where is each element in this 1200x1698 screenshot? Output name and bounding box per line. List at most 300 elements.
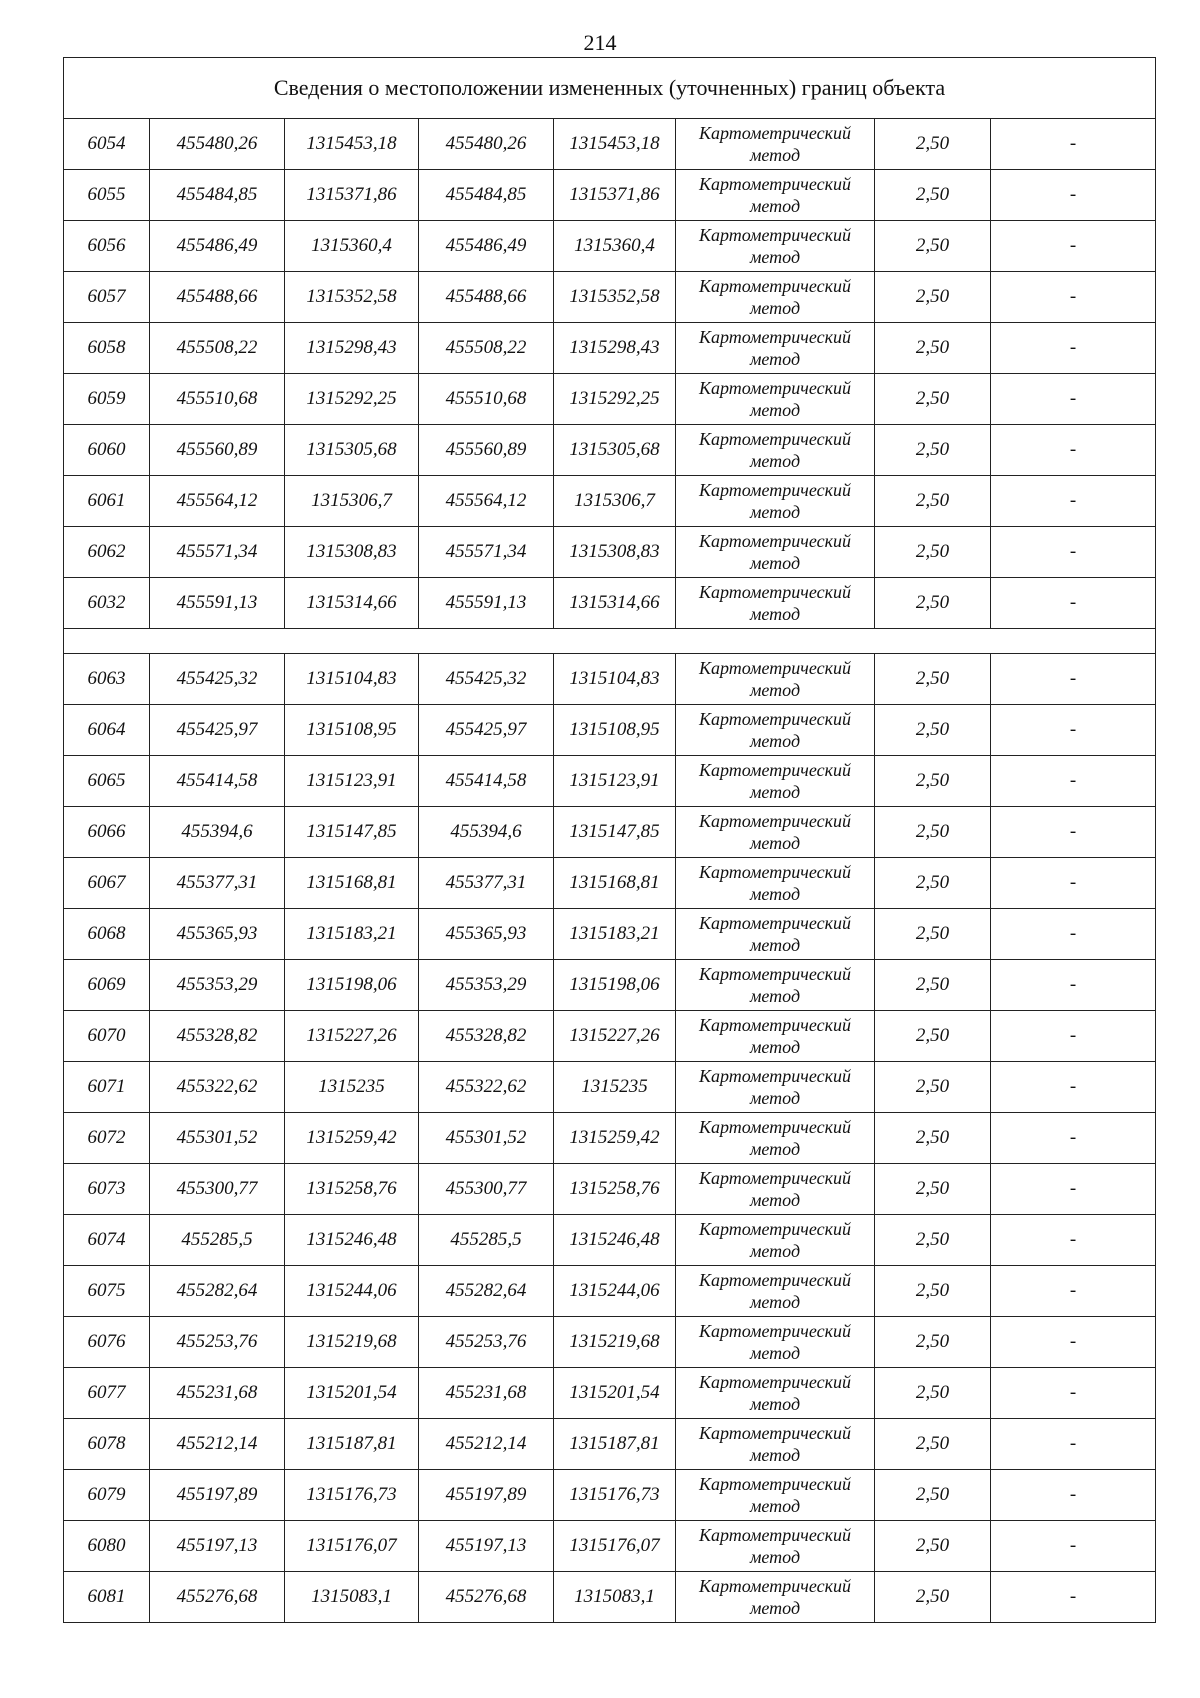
point-number-cell: 6054 [64,119,150,170]
refined-y-cell: 1315104,83 [554,654,676,705]
refined-y-cell: 1315298,43 [554,323,676,374]
existing-x-cell: 455571,34 [150,527,285,578]
existing-x-cell: 455353,29 [150,960,285,1011]
existing-y-cell: 1315453,18 [285,119,419,170]
method-line-1: Картометрический [698,225,851,245]
existing-x-cell: 455425,97 [150,705,285,756]
refined-y-cell: 1315259,42 [554,1113,676,1164]
refined-y-cell: 1315219,68 [554,1317,676,1368]
existing-y-cell: 1315201,54 [285,1368,419,1419]
description-cell: - [991,221,1156,272]
refined-x-cell: 455591,13 [419,578,554,629]
table-row [64,323,1156,374]
existing-y-cell: 1315308,83 [285,527,419,578]
accuracy-cell: 2,50 [875,909,991,960]
table-row [64,858,1156,909]
refined-y-cell: 1315176,73 [554,1470,676,1521]
point-number-cell: 6074 [64,1215,150,1266]
refined-x-cell: 455508,22 [419,323,554,374]
accuracy-cell: 2,50 [875,476,991,527]
existing-x-cell: 455591,13 [150,578,285,629]
refined-x-cell: 455377,31 [419,858,554,909]
existing-x-cell: 455322,62 [150,1062,285,1113]
table-row [64,272,1156,323]
method-line-2: метод [749,349,801,369]
point-number-cell: 6078 [64,1419,150,1470]
method-cell [676,705,875,756]
table-title-row [64,58,1156,119]
accuracy-cell: 2,50 [875,654,991,705]
existing-y-cell: 1315305,68 [285,425,419,476]
refined-x-cell: 455486,49 [419,221,554,272]
refined-x-cell: 455365,93 [419,909,554,960]
table-row [64,1113,1156,1164]
method-cell [676,1470,875,1521]
method-line-2: метод [749,1088,801,1108]
existing-x-cell: 455285,5 [150,1215,285,1266]
refined-x-cell: 455564,12 [419,476,554,527]
accuracy-cell: 2,50 [875,705,991,756]
existing-y-cell: 1315371,86 [285,170,419,221]
method-line-2: метод [749,298,801,318]
method-line-1: Картометрический [698,1015,851,1035]
method-cell [676,527,875,578]
description-cell: - [991,527,1156,578]
refined-x-cell: 455282,64 [419,1266,554,1317]
method-line-2: метод [749,604,801,624]
method-cell [676,654,875,705]
refined-x-cell: 455212,14 [419,1419,554,1470]
method-line-2: метод [749,400,801,420]
description-cell: - [991,170,1156,221]
method-line-2: метод [749,1292,801,1312]
accuracy-cell: 2,50 [875,374,991,425]
existing-y-cell: 1315219,68 [285,1317,419,1368]
method-line-2: метод [749,680,801,700]
refined-x-cell: 455480,26 [419,119,554,170]
method-line-1: Картометрический [698,531,851,551]
table-row [64,1317,1156,1368]
refined-x-cell: 455301,52 [419,1113,554,1164]
existing-y-cell: 1315227,26 [285,1011,419,1062]
method-line-1: Картометрический [698,760,851,780]
description-cell: - [991,119,1156,170]
accuracy-cell: 2,50 [875,1113,991,1164]
existing-y-cell: 1315314,66 [285,578,419,629]
method-line-1: Картометрический [698,913,851,933]
existing-x-cell: 455394,6 [150,807,285,858]
refined-y-cell: 1315183,21 [554,909,676,960]
method-line-1: Картометрический [698,480,851,500]
description-cell: - [991,909,1156,960]
refined-x-cell: 455231,68 [419,1368,554,1419]
description-cell: - [991,1521,1156,1572]
refined-x-cell: 455560,89 [419,425,554,476]
table-row [64,170,1156,221]
group-separator-cell [64,629,1156,654]
refined-x-cell: 455488,66 [419,272,554,323]
accuracy-cell: 2,50 [875,527,991,578]
existing-y-cell: 1315198,06 [285,960,419,1011]
accuracy-cell: 2,50 [875,858,991,909]
table-row [64,1062,1156,1113]
method-line-1: Картометрический [698,1219,851,1239]
existing-x-cell: 455484,85 [150,170,285,221]
description-cell: - [991,272,1156,323]
existing-x-cell: 455508,22 [150,323,285,374]
method-cell [676,221,875,272]
point-number-cell: 6077 [64,1368,150,1419]
existing-y-cell: 1315123,91 [285,756,419,807]
accuracy-cell: 2,50 [875,1368,991,1419]
existing-y-cell: 1315183,21 [285,909,419,960]
method-line-2: метод [749,731,801,751]
method-line-2: метод [749,1241,801,1261]
refined-x-cell: 455197,13 [419,1521,554,1572]
point-number-cell: 6071 [64,1062,150,1113]
description-cell: - [991,425,1156,476]
refined-y-cell: 1315168,81 [554,858,676,909]
method-line-2: метод [749,1445,801,1465]
refined-y-cell: 1315292,25 [554,374,676,425]
accuracy-cell: 2,50 [875,170,991,221]
description-cell: - [991,1419,1156,1470]
accuracy-cell: 2,50 [875,1317,991,1368]
method-cell [676,1215,875,1266]
accuracy-cell: 2,50 [875,1521,991,1572]
existing-x-cell: 455365,93 [150,909,285,960]
table-row [64,1266,1156,1317]
method-cell [676,119,875,170]
table-row [64,1572,1156,1623]
refined-x-cell: 455276,68 [419,1572,554,1623]
point-number-cell: 6066 [64,807,150,858]
point-number-cell: 6058 [64,323,150,374]
method-line-2: метод [749,1547,801,1567]
point-number-cell: 6064 [64,705,150,756]
method-line-2: метод [749,986,801,1006]
method-line-1: Картометрический [698,658,851,678]
description-cell: - [991,1368,1156,1419]
group-separator-row [64,629,1156,654]
description-cell: - [991,1113,1156,1164]
method-line-1: Картометрический [698,862,851,882]
method-cell [676,1368,875,1419]
description-cell: - [991,1062,1156,1113]
method-cell [676,858,875,909]
table-row [64,476,1156,527]
point-number-cell: 6063 [64,654,150,705]
existing-x-cell: 455301,52 [150,1113,285,1164]
description-cell: - [991,858,1156,909]
refined-x-cell: 455353,29 [419,960,554,1011]
method-line-2: метод [749,1394,801,1414]
description-cell: - [991,1266,1156,1317]
refined-y-cell: 1315201,54 [554,1368,676,1419]
accuracy-cell: 2,50 [875,578,991,629]
description-cell: - [991,1470,1156,1521]
table-row [64,1470,1156,1521]
table-row [64,374,1156,425]
table-row [64,1419,1156,1470]
existing-x-cell: 455282,64 [150,1266,285,1317]
existing-y-cell: 1315108,95 [285,705,419,756]
accuracy-cell: 2,50 [875,960,991,1011]
refined-y-cell: 1315308,83 [554,527,676,578]
description-cell: - [991,807,1156,858]
method-cell [676,1521,875,1572]
method-line-1: Картометрический [698,1168,851,1188]
accuracy-cell: 2,50 [875,756,991,807]
refined-x-cell: 455571,34 [419,527,554,578]
existing-y-cell: 1315104,83 [285,654,419,705]
table-title: Сведения о местоположении измененных (уточненных) границ объекта [64,58,1156,119]
accuracy-cell: 2,50 [875,323,991,374]
existing-x-cell: 455560,89 [150,425,285,476]
point-number-cell: 6056 [64,221,150,272]
description-cell: - [991,1215,1156,1266]
refined-y-cell: 1315123,91 [554,756,676,807]
page-number: 214 [583,30,617,55]
refined-x-cell: 455425,97 [419,705,554,756]
method-line-2: метод [749,502,801,522]
existing-y-cell: 1315176,73 [285,1470,419,1521]
refined-y-cell: 1315371,86 [554,170,676,221]
existing-y-cell: 1315168,81 [285,858,419,909]
refined-x-cell: 455414,58 [419,756,554,807]
existing-x-cell: 455231,68 [150,1368,285,1419]
description-cell: - [991,654,1156,705]
existing-x-cell: 455197,13 [150,1521,285,1572]
refined-y-cell: 1315306,7 [554,476,676,527]
refined-x-cell: 455322,62 [419,1062,554,1113]
method-cell [676,425,875,476]
table-row [64,425,1156,476]
existing-y-cell: 1315083,1 [285,1572,419,1623]
refined-x-cell: 455285,5 [419,1215,554,1266]
method-line-1: Картометрический [698,1372,851,1392]
existing-x-cell: 455276,68 [150,1572,285,1623]
method-line-2: метод [749,1037,801,1057]
table-row [64,654,1156,705]
method-line-1: Картометрический [698,174,851,194]
method-cell [676,323,875,374]
refined-x-cell: 455300,77 [419,1164,554,1215]
existing-x-cell: 455564,12 [150,476,285,527]
description-cell: - [991,374,1156,425]
table-row [64,756,1156,807]
existing-y-cell: 1315292,25 [285,374,419,425]
method-line-2: метод [749,782,801,802]
table-row [64,578,1156,629]
point-number-cell: 6032 [64,578,150,629]
table-row [64,527,1156,578]
table-row [64,960,1156,1011]
refined-x-cell: 455425,32 [419,654,554,705]
table-row [64,1011,1156,1062]
method-line-1: Картометрический [698,1525,851,1545]
refined-y-cell: 1315147,85 [554,807,676,858]
accuracy-cell: 2,50 [875,1470,991,1521]
method-cell [676,807,875,858]
method-cell [676,960,875,1011]
method-cell [676,1164,875,1215]
method-cell [676,476,875,527]
refined-x-cell: 455328,82 [419,1011,554,1062]
point-number-cell: 6057 [64,272,150,323]
method-cell [676,756,875,807]
existing-x-cell: 455414,58 [150,756,285,807]
table-row [64,1215,1156,1266]
existing-x-cell: 455377,31 [150,858,285,909]
existing-y-cell: 1315246,48 [285,1215,419,1266]
table-row [64,705,1156,756]
point-number-cell: 6060 [64,425,150,476]
accuracy-cell: 2,50 [875,807,991,858]
method-cell [676,1113,875,1164]
accuracy-cell: 2,50 [875,272,991,323]
existing-y-cell: 1315360,4 [285,221,419,272]
point-number-cell: 6073 [64,1164,150,1215]
existing-x-cell: 455486,49 [150,221,285,272]
method-line-1: Картометрический [698,123,851,143]
method-cell [676,909,875,960]
accuracy-cell: 2,50 [875,1419,991,1470]
refined-y-cell: 1315083,1 [554,1572,676,1623]
point-number-cell: 6079 [64,1470,150,1521]
description-cell: - [991,705,1156,756]
table-row [64,909,1156,960]
refined-y-cell: 1315108,95 [554,705,676,756]
method-line-1: Картометрический [698,582,851,602]
existing-y-cell: 1315352,58 [285,272,419,323]
boundary-coordinates-table [63,57,1156,1623]
method-line-1: Картометрический [698,1474,851,1494]
point-number-cell: 6072 [64,1113,150,1164]
point-number-cell: 6075 [64,1266,150,1317]
existing-x-cell: 455328,82 [150,1011,285,1062]
table-row [64,221,1156,272]
refined-y-cell: 1315314,66 [554,578,676,629]
method-cell [676,170,875,221]
method-line-1: Картометрический [698,1321,851,1341]
method-line-2: метод [749,833,801,853]
existing-x-cell: 455488,66 [150,272,285,323]
refined-y-cell: 1315187,81 [554,1419,676,1470]
refined-x-cell: 455510,68 [419,374,554,425]
existing-x-cell: 455197,89 [150,1470,285,1521]
method-line-2: метод [749,247,801,267]
existing-x-cell: 455253,76 [150,1317,285,1368]
method-line-1: Картометрический [698,276,851,296]
description-cell: - [991,578,1156,629]
accuracy-cell: 2,50 [875,1215,991,1266]
method-line-1: Картометрический [698,1117,851,1137]
method-line-2: метод [749,196,801,216]
refined-y-cell: 1315305,68 [554,425,676,476]
table-row [64,1164,1156,1215]
existing-x-cell: 455300,77 [150,1164,285,1215]
method-cell [676,1011,875,1062]
point-number-cell: 6080 [64,1521,150,1572]
point-number-cell: 6069 [64,960,150,1011]
refined-y-cell: 1315258,76 [554,1164,676,1215]
method-line-1: Картометрический [698,378,851,398]
method-line-1: Картометрический [698,429,851,449]
refined-x-cell: 455197,89 [419,1470,554,1521]
existing-y-cell: 1315147,85 [285,807,419,858]
existing-y-cell: 1315258,76 [285,1164,419,1215]
refined-y-cell: 1315244,06 [554,1266,676,1317]
point-number-cell: 6061 [64,476,150,527]
refined-y-cell: 1315227,26 [554,1011,676,1062]
accuracy-cell: 2,50 [875,1266,991,1317]
refined-y-cell: 1315352,58 [554,272,676,323]
table-row [64,119,1156,170]
existing-y-cell: 1315244,06 [285,1266,419,1317]
method-line-1: Картометрический [698,811,851,831]
refined-y-cell: 1315246,48 [554,1215,676,1266]
point-number-cell: 6065 [64,756,150,807]
method-cell [676,1317,875,1368]
refined-x-cell: 455484,85 [419,170,554,221]
method-line-1: Картометрический [698,709,851,729]
method-line-2: метод [749,1343,801,1363]
refined-x-cell: 455253,76 [419,1317,554,1368]
method-cell [676,374,875,425]
table-body [64,58,1156,1623]
existing-y-cell: 1315306,7 [285,476,419,527]
method-cell [676,1572,875,1623]
existing-y-cell: 1315298,43 [285,323,419,374]
refined-y-cell: 1315176,07 [554,1521,676,1572]
method-line-1: Картометрический [698,964,851,984]
description-cell: - [991,1572,1156,1623]
point-number-cell: 6070 [64,1011,150,1062]
method-line-2: метод [749,1496,801,1516]
method-cell [676,272,875,323]
method-cell [676,1266,875,1317]
description-cell: - [991,1011,1156,1062]
method-line-2: метод [749,1190,801,1210]
point-number-cell: 6068 [64,909,150,960]
accuracy-cell: 2,50 [875,119,991,170]
method-line-1: Картометрический [698,1270,851,1290]
description-cell: - [991,756,1156,807]
method-line-2: метод [749,1139,801,1159]
point-number-cell: 6062 [64,527,150,578]
existing-y-cell: 1315235 [285,1062,419,1113]
method-line-1: Картометрический [698,1576,851,1596]
method-line-1: Картометрический [698,327,851,347]
refined-x-cell: 455394,6 [419,807,554,858]
accuracy-cell: 2,50 [875,221,991,272]
point-number-cell: 6076 [64,1317,150,1368]
existing-y-cell: 1315176,07 [285,1521,419,1572]
accuracy-cell: 2,50 [875,1572,991,1623]
method-line-1: Картометрический [698,1066,851,1086]
accuracy-cell: 2,50 [875,1062,991,1113]
method-line-2: метод [749,884,801,904]
point-number-cell: 6059 [64,374,150,425]
existing-y-cell: 1315259,42 [285,1113,419,1164]
method-line-2: метод [749,1598,801,1618]
method-line-2: метод [749,553,801,573]
accuracy-cell: 2,50 [875,1011,991,1062]
existing-x-cell: 455510,68 [150,374,285,425]
refined-y-cell: 1315360,4 [554,221,676,272]
point-number-cell: 6067 [64,858,150,909]
